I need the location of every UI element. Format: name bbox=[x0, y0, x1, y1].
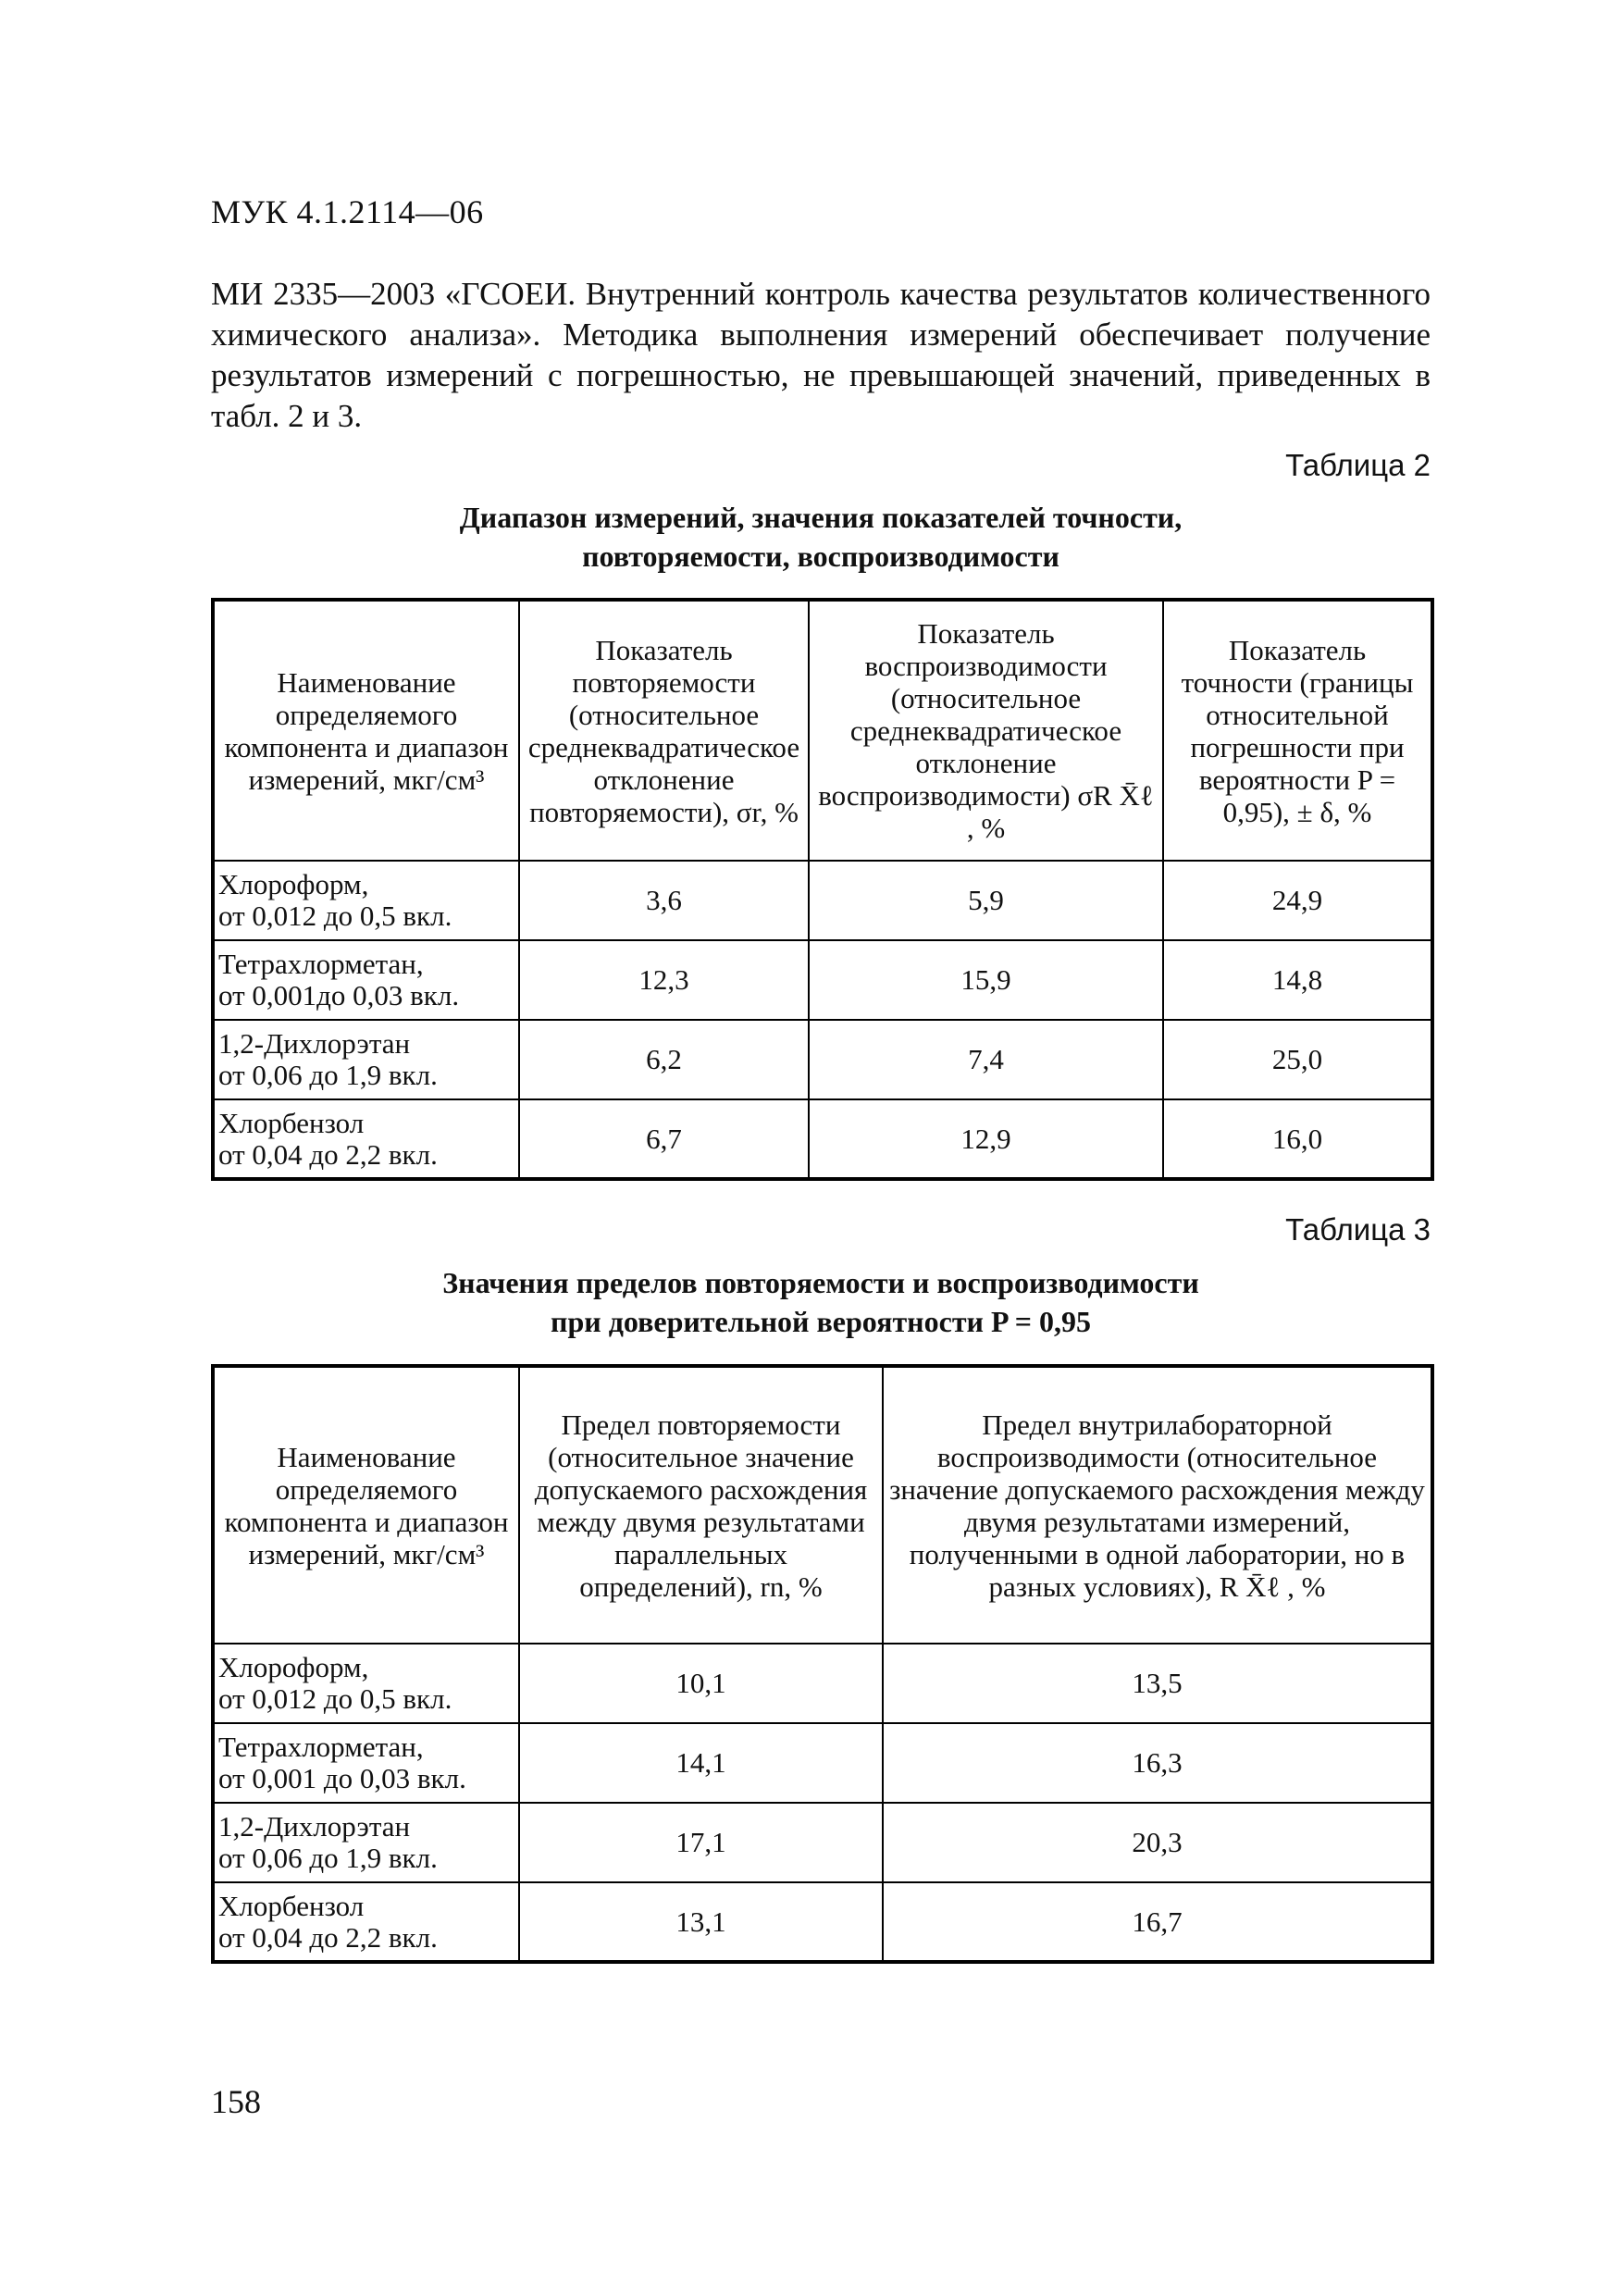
accuracy-value: 25,0 bbox=[1163, 1020, 1432, 1099]
component-name: Тетрахлорметан, bbox=[218, 1731, 424, 1763]
component-cell bbox=[213, 1723, 519, 1803]
component-range: от 0,04 до 2,2 вкл. bbox=[218, 1920, 438, 1954]
table3-title-line2: при доверительной вероятности P = 0,95 bbox=[551, 1305, 1091, 1338]
table2 bbox=[211, 598, 1434, 1181]
table2-header-component: Наименование определяемого компонента и диапазон измерений, мкг/см³ bbox=[213, 600, 519, 861]
repeatability-value: 12,3 bbox=[519, 940, 809, 1020]
component-range: от 0,012 до 0,5 вкл. bbox=[218, 1682, 452, 1715]
table3-label: Таблица 3 bbox=[1285, 1212, 1431, 1247]
document-code: МУК 4.1.2114—06 bbox=[211, 193, 484, 230]
accuracy-value: 14,8 bbox=[1163, 940, 1432, 1020]
component-range: от 0,001до 0,03 вкл. bbox=[218, 979, 460, 1011]
component-range: от 0,04 до 2,2 вкл. bbox=[218, 1137, 438, 1171]
table-row bbox=[213, 1099, 1432, 1179]
repeatability-limit-value: 17,1 bbox=[519, 1803, 883, 1882]
accuracy-value: 16,0 bbox=[1163, 1099, 1432, 1179]
component-name: 1,2-Дихлорэтан bbox=[218, 1810, 411, 1843]
reproducibility-value: 15,9 bbox=[809, 940, 1163, 1020]
component-range: от 0,06 до 1,9 вкл. bbox=[218, 1842, 438, 1874]
table-row bbox=[213, 1020, 1432, 1099]
table-row bbox=[213, 1723, 1432, 1803]
component-name: 1,2-Дихлорэтан bbox=[218, 1027, 411, 1060]
table2-title bbox=[211, 498, 1431, 576]
table-row bbox=[213, 1644, 1432, 1723]
table2-header-reproducibility: Показатель воспроизводимости (относительное среднеквадратическое отклонение воспроизводимости) σR X̄ℓ , % bbox=[809, 600, 1163, 861]
reproducibility-value: 12,9 bbox=[809, 1099, 1163, 1179]
table2-title-line2: повторяемости, воспроизводимости bbox=[582, 540, 1059, 573]
reproducibility-limit-value: 20,3 bbox=[883, 1803, 1432, 1882]
table2-label: Таблица 2 bbox=[1285, 448, 1431, 482]
table3-header-repeatability-limit: Предел повторяемости (относительное значение допускаемого расхождения между двумя результатами параллельных определений), rn, % bbox=[519, 1366, 883, 1644]
component-range: от 0,012 до 0,5 вкл. bbox=[218, 900, 452, 932]
repeatability-limit-value: 14,1 bbox=[519, 1723, 883, 1803]
table-row bbox=[213, 940, 1432, 1020]
table2-header-repeatability: Показатель повторяемости (относительное среднеквадратическое отклонение повторяемости), σr, % bbox=[519, 600, 809, 861]
repeatability-value: 3,6 bbox=[519, 861, 809, 940]
table3-header-reproducibility-limit: Предел внутрилабораторной воспроизводимости (относительное значение допускаемого расхождения между двумя результатами измерений, полученными в одной лаборатории, но в разных условиях), R X̄ℓ , % bbox=[883, 1366, 1432, 1644]
reproducibility-limit-value: 16,7 bbox=[883, 1882, 1432, 1962]
component-name: Хлороформ, bbox=[218, 1651, 369, 1683]
component-cell bbox=[213, 940, 519, 1020]
component-name: Хлороформ, bbox=[218, 868, 369, 900]
component-range: от 0,06 до 1,9 вкл. bbox=[218, 1059, 438, 1091]
table2-header-row bbox=[213, 600, 1432, 861]
table3-header-row bbox=[213, 1366, 1432, 1644]
table3 bbox=[211, 1364, 1434, 1964]
table-row bbox=[213, 861, 1432, 940]
component-cell bbox=[213, 1644, 519, 1723]
component-name: Тетрахлорметан, bbox=[218, 948, 424, 980]
component-cell bbox=[213, 1020, 519, 1099]
table3-title bbox=[211, 1263, 1431, 1341]
component-name: Хлорбензол bbox=[218, 1106, 365, 1139]
accuracy-value: 24,9 bbox=[1163, 861, 1432, 940]
component-cell bbox=[213, 1099, 519, 1179]
reproducibility-limit-value: 16,3 bbox=[883, 1723, 1432, 1803]
table-row bbox=[213, 1803, 1432, 1882]
table2-header-accuracy: Показатель точности (границы относительной погрешности при вероятности P = 0,95), ± δ, % bbox=[1163, 600, 1432, 861]
repeatability-value: 6,2 bbox=[519, 1020, 809, 1099]
table3-title-line1: Значения пределов повторяемости и воспроизводимости bbox=[442, 1266, 1199, 1299]
reproducibility-limit-value: 13,5 bbox=[883, 1644, 1432, 1723]
component-range: от 0,001 до 0,03 вкл. bbox=[218, 1762, 466, 1794]
component-name: Хлорбензол bbox=[218, 1889, 365, 1922]
repeatability-value: 6,7 bbox=[519, 1099, 809, 1179]
table3-header-component: Наименование определяемого компонента и диапазон измерений, мкг/см³ bbox=[213, 1366, 519, 1644]
page-number: 158 bbox=[211, 2083, 261, 2120]
component-cell bbox=[213, 1882, 519, 1962]
repeatability-limit-value: 10,1 bbox=[519, 1644, 883, 1723]
repeatability-limit-value: 13,1 bbox=[519, 1882, 883, 1962]
table2-title-line1: Диапазон измерений, значения показателей точности, bbox=[459, 501, 1183, 534]
reproducibility-value: 7,4 bbox=[809, 1020, 1163, 1099]
table-row bbox=[213, 1882, 1432, 1962]
reproducibility-value: 5,9 bbox=[809, 861, 1163, 940]
intro-paragraph: МИ 2335—2003 «ГСОЕИ. Внутренний контроль качества результатов количественного химического анализа». Методика выполнения измерений обеспечивает получение результатов измерений с погрешностью, не превышающей значений, приведенных в табл. 2 и 3. bbox=[211, 276, 1431, 434]
component-cell bbox=[213, 861, 519, 940]
component-cell bbox=[213, 1803, 519, 1882]
